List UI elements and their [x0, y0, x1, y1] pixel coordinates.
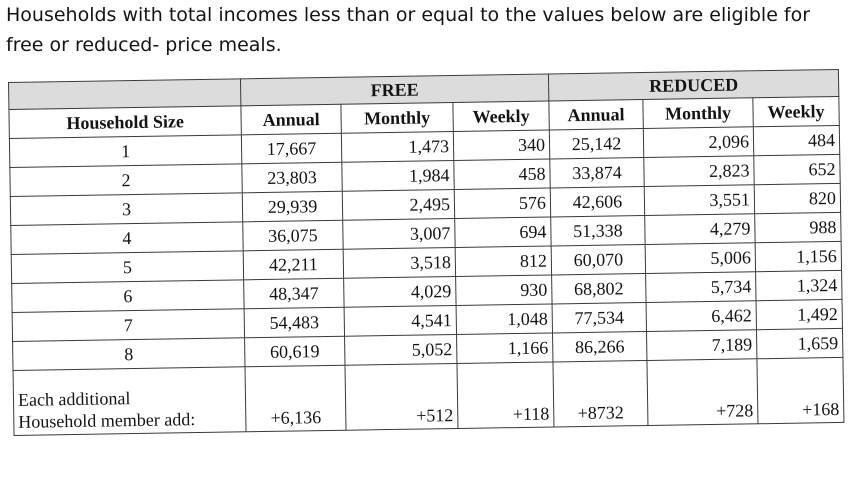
free-monthly-cell: 1,984: [342, 161, 454, 192]
free-weekly-cell: 694: [455, 217, 551, 248]
household-size-header: Household Size: [9, 106, 241, 139]
reduced-annual-cell: 25,142: [549, 129, 643, 159]
free-monthly-cell: 3,518: [343, 247, 455, 278]
reduced-monthly-cell: 2,096: [643, 127, 753, 158]
free-weekly-cell: 458: [454, 159, 550, 190]
reduced-monthly-cell: 2,823: [644, 156, 754, 187]
additional-member-label: [13, 367, 246, 436]
free-monthly-cell: 1,473: [341, 132, 453, 163]
free-monthly-cell: 5,052: [345, 334, 457, 365]
free-weekly-cell: 1,048: [456, 304, 552, 335]
free-annual-cell: 23,803: [242, 162, 342, 193]
household-size-cell: 7: [12, 309, 244, 342]
reduced-weekly-cell: 484: [753, 125, 839, 155]
additional-member-row: [13, 357, 844, 435]
household-size-cell: 6: [12, 280, 244, 313]
free-monthly-header: Monthly: [341, 103, 453, 134]
additional-label-line1: Each additional: [17, 388, 131, 410]
reduced-weekly-cell: 820: [754, 183, 840, 213]
free-weekly-cell: 576: [454, 188, 550, 219]
additional-reduced-weekly-cell: +168: [757, 357, 844, 423]
reduced-group-header: REDUCED: [548, 69, 838, 101]
reduced-monthly-cell: 3,551: [644, 185, 754, 216]
free-annual-header: Annual: [241, 104, 341, 135]
additional-label-line2: Household member add:: [18, 409, 196, 432]
free-monthly-cell: 4,029: [344, 276, 456, 307]
reduced-weekly-cell: 1,324: [756, 270, 842, 300]
reduced-monthly-cell: 5,006: [645, 243, 755, 274]
reduced-weekly-header: Weekly: [753, 96, 839, 126]
additional-reduced-annual-cell: +8732: [553, 360, 648, 426]
additional-free-monthly-cell: +512: [345, 363, 458, 430]
free-weekly-cell: 1,166: [457, 333, 553, 364]
household-size-cell: 4: [11, 222, 243, 255]
free-annual-cell: 36,075: [243, 220, 343, 251]
reduced-annual-cell: 86,266: [553, 332, 647, 362]
free-annual-cell: 17,667: [241, 133, 341, 164]
free-weekly-cell: 930: [456, 275, 552, 306]
free-monthly-cell: 4,541: [344, 305, 456, 336]
free-annual-cell: 42,211: [243, 249, 343, 280]
reduced-annual-cell: 60,070: [551, 245, 645, 275]
household-size-cell: 3: [10, 193, 242, 226]
additional-free-weekly-cell: +118: [457, 362, 554, 428]
reduced-annual-cell: 68,802: [552, 274, 646, 304]
reduced-monthly-cell: 4,279: [645, 214, 755, 245]
reduced-weekly-cell: 1,492: [756, 299, 842, 329]
free-group-header: FREE: [240, 74, 548, 106]
household-size-cell: 5: [11, 251, 243, 284]
reduced-monthly-header: Monthly: [643, 98, 753, 129]
free-weekly-header: Weekly: [453, 101, 549, 132]
blank-corner-cell: [9, 79, 241, 110]
intro-text: Households with total incomes less than or equal to the values below are eligible for free or reduced- price meals.: [6, 4, 811, 56]
reduced-weekly-cell: 988: [755, 212, 841, 242]
free-monthly-cell: 3,007: [343, 219, 455, 250]
free-weekly-cell: 340: [453, 130, 549, 161]
additional-reduced-monthly-cell: +728: [647, 359, 758, 426]
reduced-annual-cell: 42,606: [550, 187, 644, 217]
reduced-annual-header: Annual: [549, 100, 643, 130]
free-annual-cell: 54,483: [244, 307, 344, 338]
reduced-annual-cell: 77,534: [552, 303, 646, 333]
reduced-weekly-cell: 1,156: [755, 241, 841, 271]
free-annual-cell: 48,347: [244, 278, 344, 309]
household-size-cell: 2: [10, 164, 242, 197]
free-annual-cell: 60,619: [245, 336, 345, 367]
household-size-cell: 8: [13, 338, 245, 371]
household-size-cell: 1: [9, 135, 241, 168]
reduced-monthly-cell: 5,734: [646, 272, 756, 303]
free-monthly-cell: 2,495: [342, 190, 454, 221]
reduced-monthly-cell: 7,189: [646, 330, 756, 361]
additional-free-annual-cell: +6,136: [245, 365, 346, 432]
free-weekly-cell: 812: [455, 246, 551, 277]
reduced-weekly-cell: 1,659: [756, 328, 842, 358]
eligibility-table: [8, 69, 844, 436]
reduced-weekly-cell: 652: [754, 154, 840, 184]
reduced-annual-cell: 33,874: [550, 158, 644, 188]
reduced-monthly-cell: 6,462: [646, 301, 756, 332]
free-annual-cell: 29,939: [242, 191, 342, 222]
reduced-annual-cell: 51,338: [551, 216, 645, 246]
